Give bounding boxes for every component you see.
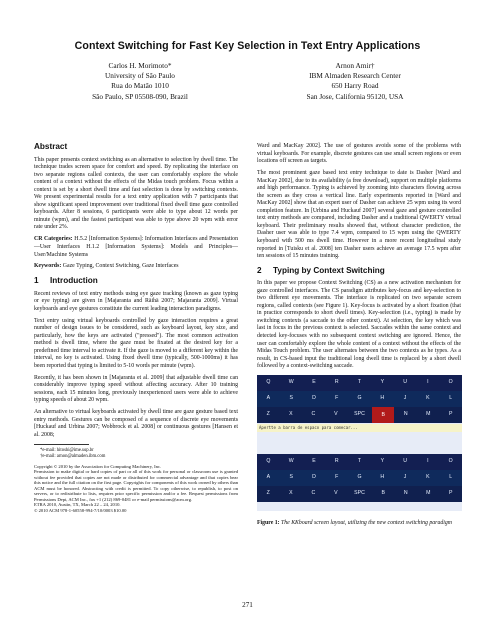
key-o[interactable]: O xyxy=(448,379,453,386)
author-city: São Paulo, SP 05508-090, Brazil xyxy=(92,91,188,101)
key-p[interactable]: P xyxy=(449,490,453,497)
right-paragraph-1: Ward and MacKay 2002]. The use of gestures avoids some of the problems with virtual keyboards. For example, discrete gestures can use small screen regions or even locations off screen as targets. xyxy=(257,143,461,165)
abstract-text: This paper presents context switching as an alternative to selection by dwell time. The technique trades screen space for comfort and speed. By replicating the interface on two separate regions called contexts, the user can comfortably explore the whole content of a context without the effects of the Midas touch problem. Focus within a context is set by a short dwell time and fast selection is done by switching contexts. We present experimental results for a text entry application with 7 participants that show significant speed improvement over traditional fixed dwell time gaze controlled keyboards. After 8 sessions, 6 participants were able to type about 12 words per minute (wpm), and the fastest participant was able to type above 20 wpm with error rate under 2%. xyxy=(34,156,238,231)
key-f[interactable]: F xyxy=(335,395,339,402)
bottom-context-keyboard xyxy=(257,454,462,502)
keyboard-row xyxy=(257,486,462,502)
key-m[interactable]: M xyxy=(426,490,431,497)
keywords-label: Keywords: xyxy=(34,263,62,270)
keyboard-row xyxy=(257,454,462,470)
top-context-keyboard xyxy=(257,375,462,423)
key-g[interactable]: G xyxy=(357,395,362,402)
key-b[interactable]: B xyxy=(372,407,395,423)
abstract-heading: Abstract xyxy=(34,142,68,151)
key-k[interactable]: K xyxy=(426,474,430,481)
author-city: San Jose, California 95120, USA xyxy=(306,91,404,101)
key-z[interactable]: Z xyxy=(266,490,270,497)
author-address: Rua do Matão 1010 xyxy=(111,81,169,91)
key-spc[interactable]: SPC xyxy=(354,411,365,418)
key-u[interactable]: U xyxy=(403,458,407,465)
key-r[interactable]: R xyxy=(334,458,339,465)
section2-paragraph: In this paper we propose Context Switching (CS) as a new activation mechanism for gaze controlled interfaces. The CS paradigm attributes key-focus and key-selection to two different eye movements. The interface is replicated on two separate screen regions, called contexts (see Figure 1). Key-focus is activated by a short fixation (that in practice corresponds to short dwell times). Key-selection (i.e., typing) is made by switching contexts (a saccade to the other context). At selection, the key which was last in focus in the previous context is selected. Saccades within the same context and detected key-focuses with no subsequent context switching are ignored. Hence, the user can comfortably explore the whole content of a context without the effects of the Midas Touch problem. The user alternates between the two contexts as he types. As a result, in CS-based input the traditional long dwell time is replaced by a short dwell followed by a context-switching saccade. xyxy=(257,280,461,370)
copyright-line: Copyright © 2010 by the Association for Computing Machinery, Inc. xyxy=(34,463,162,469)
copyright-block xyxy=(34,464,238,514)
author-address: 650 Harry Road xyxy=(331,81,379,91)
key-n[interactable]: N xyxy=(403,490,408,497)
keyboard-row xyxy=(257,375,462,391)
caption-label: Figure 1: xyxy=(257,520,280,527)
key-e[interactable]: E xyxy=(312,379,316,386)
permission-text: Permission to make digital or hard copies of part or all of this work for personal or classroom use is granted without fee provided that copies are not made or distributed for commercial advantage and that copies bear this notice and the full citation on the first page. Copyrights for components of this work owned by others than ACM must be honored. Abstracting with credit is permitted. To copy otherwise, to republish, to post on servers, or to redistribute to lists, requires prior specific permission and/or a fee. Request permissions from Permissions Dept, ACM Inc., fax +1 (212) 869-0481 or e-mail permissions@acm.org. xyxy=(34,469,238,502)
key-a[interactable]: A xyxy=(266,474,271,481)
cr-categories xyxy=(34,236,238,259)
intro-heading xyxy=(34,277,238,285)
paper-title: Context Switching for Fast Key Selection in Text Entry Applications xyxy=(74,40,421,52)
key-f[interactable]: F xyxy=(335,474,339,481)
keywords-text: Gaze Typing, Context Switching, Gaze Interfaces xyxy=(62,263,179,270)
key-l[interactable]: L xyxy=(449,474,453,481)
cr-text: H.5.2 [Information Systems]: Information Interfaces and Presentation—User Interfaces H.1.2 [Information Systems]: Models and Principles—User/Machine Systems xyxy=(34,236,238,258)
key-y[interactable]: Y xyxy=(380,458,385,465)
key-e[interactable]: E xyxy=(312,458,316,465)
author-affiliation: University of São Paulo xyxy=(105,71,175,81)
caption-text: The KKboard screen layout, utilizing the new context switching paradigm xyxy=(281,520,452,527)
right-paragraph-2: The most prominent gaze based text entry technique to date is Dasher [Ward and MacKay 2002], due to its availability (a free download), support on multiple platforms and high performance. Typing is achieved by zooming into characters flowing across the screen as they cross a vertical line. Early experiments reported in [Ward and MacKay 2002] show that an expert user of Dasher can achieve 25 wpm using its word completion feature. In [Urbina and Huckauf 2007] several gaze and gesture controlled text entry methods are compared, including Dasher and a traditional QWERTY virtual keyboard. Their preliminary results showed that, without character prediction, the Dasher user was able to type 7.4 wpm, compared to 15 wpm using the QWERTY keyboard with 500 ms dwell time. However in a more recent longitudinal study reported in [Tuisku et al. 2008] ten Dasher users achieve an average 17.5 wpm after ten sessions of 15 minutes training. xyxy=(257,170,461,260)
cr-label: CR Categories: xyxy=(34,236,73,243)
left-column xyxy=(34,143,238,513)
author-name: Carlos H. Morimoto* xyxy=(108,61,172,70)
acm-line: © 2010 ACM 978-1-60558-994-7/10/0003 $10.00 xyxy=(34,507,127,513)
key-t[interactable]: T xyxy=(357,458,362,465)
author-affiliation: IBM Almaden Research Center xyxy=(309,71,401,81)
keywords xyxy=(34,263,238,271)
key-y[interactable]: Y xyxy=(380,379,385,386)
key-a[interactable]: A xyxy=(266,395,271,402)
keyboard-row xyxy=(257,391,462,407)
key-t[interactable]: T xyxy=(357,379,362,386)
key-h[interactable]: H xyxy=(380,395,385,402)
key-i[interactable]: I xyxy=(427,458,429,465)
key-d[interactable]: D xyxy=(312,474,316,481)
key-j[interactable]: J xyxy=(403,395,407,402)
key-o[interactable]: O xyxy=(448,458,453,465)
key-d[interactable]: D xyxy=(312,395,316,402)
conference-line: ETRA 2010, Austin, TX, March 22 – 24, 2010. xyxy=(34,502,121,508)
section-title: Introduction xyxy=(50,275,98,285)
key-w[interactable]: W xyxy=(288,379,294,386)
section-number: 1 xyxy=(34,275,39,285)
page-number: 271 xyxy=(242,601,253,609)
key-m[interactable]: M xyxy=(426,411,431,418)
section-title: Typing by Context Switching xyxy=(273,265,385,275)
kkboard-figure xyxy=(257,375,462,511)
intro-paragraph-3: Recently, it has been shown in [Majaranta et al. 2009] that adjustable dwell time can considerably improve typing speed without affecting accuracy. After 10 training sessions, each 15 minutes long, previously inexperienced users were able to achieve typing speeds of about 20 wpm. xyxy=(34,374,238,404)
key-s[interactable]: S xyxy=(289,395,293,402)
key-g[interactable]: G xyxy=(357,474,362,481)
key-n[interactable]: N xyxy=(403,411,408,418)
keyboard-row xyxy=(257,470,462,486)
key-x[interactable]: X xyxy=(289,490,293,497)
key-c[interactable]: C xyxy=(311,411,316,418)
key-z[interactable]: Z xyxy=(266,411,270,418)
key-p[interactable]: P xyxy=(449,411,453,418)
key-q[interactable]: Q xyxy=(266,458,271,465)
key-k[interactable]: K xyxy=(426,395,430,402)
key-v[interactable]: V xyxy=(334,411,338,418)
typed-text-line: Apertte a barra de espaco para comecar... xyxy=(257,424,462,432)
key-i[interactable]: I xyxy=(427,379,429,386)
intro-paragraph-4: An alternative to virtual keyboards activated by dwell time are gaze gesture based text entry methods. Gestures can be composed of a sequence of discrete eye movements [Huckauf and Urbina 2007; Wobbrock et al. 2008] or continuous gestures [Hansen et al. 2008; xyxy=(34,409,238,438)
key-u[interactable]: U xyxy=(403,379,407,386)
key-v[interactable]: V xyxy=(334,490,338,497)
footnote-2: †e-mail: arnon@almaden.ibm.com xyxy=(40,453,106,459)
right-column xyxy=(257,143,461,528)
key-h[interactable]: H xyxy=(380,474,385,481)
author-name: Arnon Amir† xyxy=(335,61,375,70)
footnote-rule xyxy=(34,444,89,445)
figure-caption xyxy=(257,520,461,527)
key-l[interactable]: L xyxy=(449,395,453,402)
key-x[interactable]: X xyxy=(289,411,293,418)
key-b[interactable]: B xyxy=(381,490,385,497)
key-spc[interactable]: SPC xyxy=(354,490,365,497)
author-block-2 xyxy=(270,61,440,102)
key-w[interactable]: W xyxy=(288,458,294,465)
key-s[interactable]: S xyxy=(289,474,293,481)
keyboard-row xyxy=(257,407,462,423)
section2-heading xyxy=(257,267,461,275)
author-block-1 xyxy=(70,61,210,102)
intro-paragraph-2: Text entry using virtual keyboards controlled by gaze interaction requires a great number of design issues to be considered, such as keyboard layout, key size, and particularly, how the keys are activated ("pressed"). The most common activation method is dwell time, where the gaze must be fixated at the desired key for a predefined time interval to activate it. If the gaze is moved to a different key within the interval, no key is activated. Using fixed dwell time (typically, 500-1000ms) it has been reported that typing is limited to 5-10 words per minute (wpm). xyxy=(34,317,238,369)
key-q[interactable]: Q xyxy=(266,379,271,386)
key-c[interactable]: C xyxy=(311,490,316,497)
key-r[interactable]: R xyxy=(334,379,339,386)
footnote-1: *e-mail: hitoshi@ime.usp.br xyxy=(40,447,94,453)
section-number: 2 xyxy=(257,265,262,275)
key-j[interactable]: J xyxy=(403,474,407,481)
intro-paragraph-1: Recent reviews of text entry methods using eye gaze tracking (known as gaze typing or eye typing) are given in [Majaranta and Räihä 2007; Majaranta 2009]. Virtual keyboards and eye gestures constitute the current leading interaction paradigms. xyxy=(34,290,238,312)
